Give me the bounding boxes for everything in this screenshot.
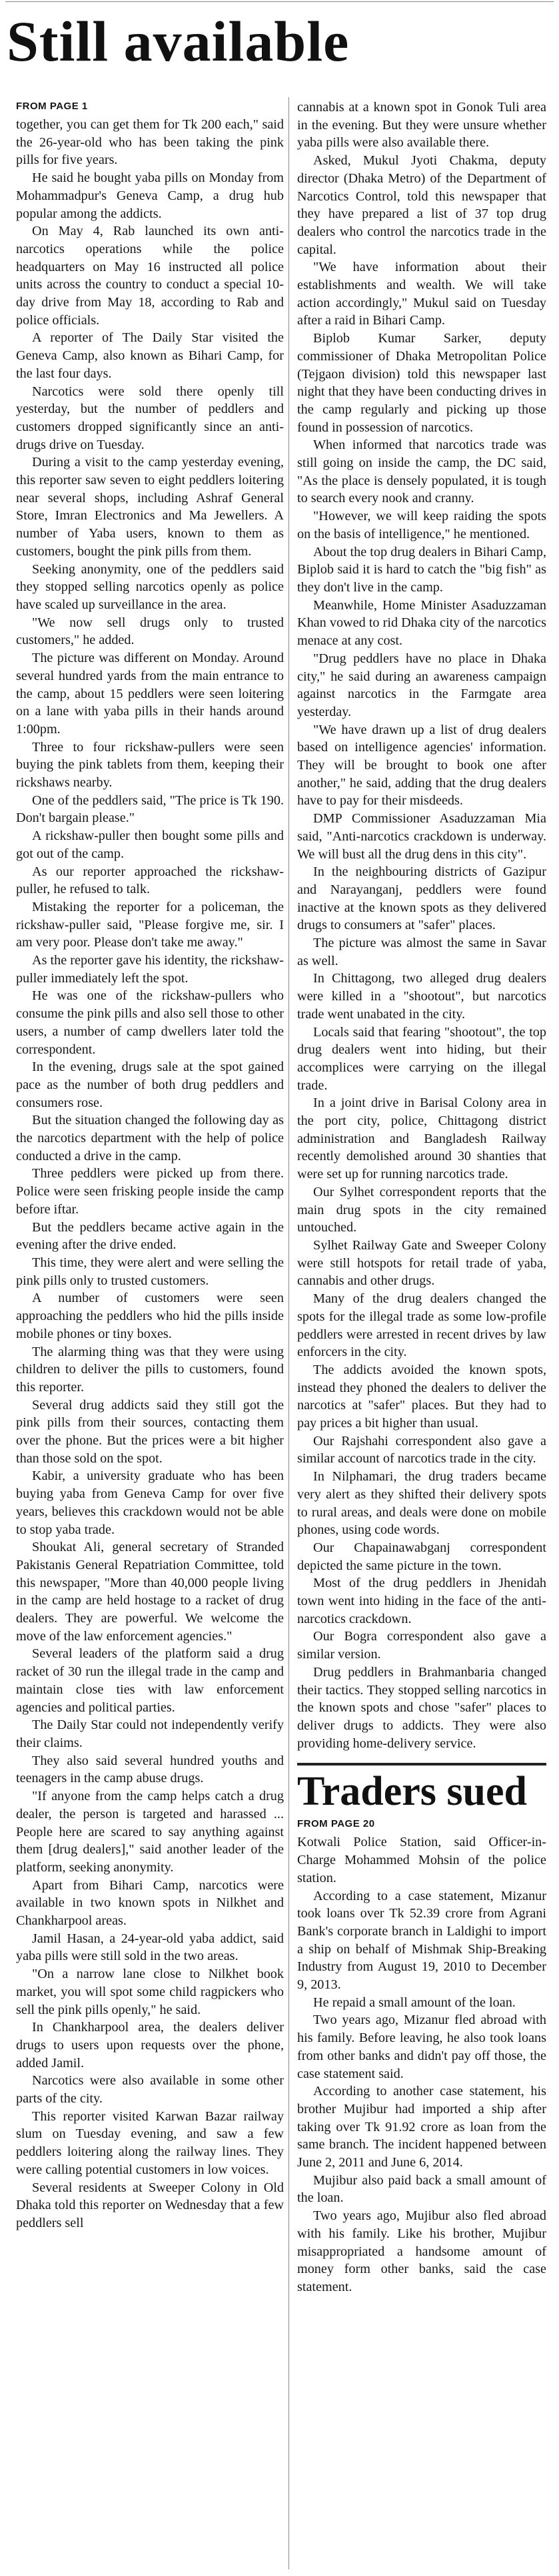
paragraph: He repaid a small amount of the loan. bbox=[313, 1995, 516, 2010]
paragraph: DMP Commissioner Asaduzzaman Mia said, "Anti-narcotics crackdown is underway. We will bust all the drug dens in this city". bbox=[297, 811, 546, 862]
paragraph: As the reporter gave his identity, the rickshaw-puller immediately left the spot. bbox=[16, 953, 284, 986]
paragraph: "We have drawn up a list of drug dealers based on intelligence agencies' information. They will be brought to book one after another," he said, adding that the drug dealers have to pay for their misdeeds. bbox=[297, 722, 546, 808]
paragraph: He was one of the rickshaw-pullers who consume the pink pills and also sell those to other users, a number of camp dwellers later told the correspondent. bbox=[16, 988, 284, 1057]
dateline: FROM PAGE 1 bbox=[16, 101, 88, 112]
paragraph: cannabis at a known spot in Gonok Tuli area in the evening. But they were unsure whether yaba pills were also available there. bbox=[297, 100, 546, 151]
paragraph: Our Rajshahi correspondent also gave a similar account of narcotics trade in the city. bbox=[297, 1433, 546, 1466]
paragraph: According to another case statement, his brother Mujibur had imported a ship after taking over Tk 91.92 crore as loan from the same branch. The incident happened between June 2, 2011 and June 6, 2014. bbox=[297, 2084, 546, 2170]
paragraph: A number of customers were seen approaching the peddlers who hid the pills inside mobile phones or tiny boxes. bbox=[16, 1291, 284, 1341]
paragraph: Several drug addicts said they still got the pink pills from their sources, contacting them over the phone. But the prices were a bit higher than those sold on the spot. bbox=[16, 1397, 284, 1466]
paragraph: Apart from Bihari Camp, narcotics were available in two known spots in Nilkhet and Chankharpool areas. bbox=[16, 1877, 284, 1929]
paragraph: Two years ago, Mizanur fled abroad with his family. Before leaving, he also took loans from other banks and didn't pay off those, the case statement said. bbox=[297, 2013, 546, 2081]
paragraph: Narcotics were also available in some other parts of the city. bbox=[16, 2073, 284, 2106]
paragraph: In Chankharpool area, the dealers deliver drugs to users upon requests over the phone, added Jamil. bbox=[16, 2020, 284, 2071]
top-rule bbox=[5, 1, 554, 4]
paragraph: In a joint drive in Barisal Colony area in the port city, police, Chittagong district administration and Bangladesh Railway recently demolished around 30 shanties that were set up for running narcotics trade. bbox=[297, 1096, 546, 1182]
paragraph: This reporter visited Karwan Bazar railway slum on Tuesday evening, and saw a few peddlers loitering along the railway lines. They were calling potential customers in low voices. bbox=[16, 2108, 284, 2177]
paragraph: Three to four rickshaw-pullers were seen buying the pink tablets from them, keeping their rickshaws nearby. bbox=[16, 739, 284, 791]
paragraph: Narcotics were sold there openly till yesterday, but the number of peddlers and customers dropped significantly since an anti-drugs drive on Tuesday. bbox=[16, 384, 284, 452]
paragraph: Several residents at Sweeper Colony in Old Dhaka told this reporter on Wednesday that a few peddlers sell bbox=[16, 2180, 284, 2230]
paragraph: During a visit to the camp yesterday evening, this reporter saw seven to eight peddlers loitering near several shops, including Ashraf General Store, Imran Electronics and Ma Jewellers. A number of Yaba users, known to them as customers, bought the pink pills from them. bbox=[16, 455, 284, 559]
paragraph: Mistaking the reporter for a policeman, the rickshaw-puller said, "Please forgive me, sir. I am very poor. Please don't take me away." bbox=[16, 899, 284, 950]
paragraph: In Nilphamari, the drug traders became very alert as they shifted their delivery spots to rural areas, and deals were done on mobile phones, using code words. bbox=[297, 1469, 546, 1538]
paragraph: Locals said that fearing "shootout", the top drug dealers went into hiding, but their accomplices were carrying on the illegal trade. bbox=[297, 1024, 546, 1093]
paragraph: The addicts avoided the known spots, instead they phoned the dealers to deliver the narcotics at "safer" places. But they had to pay prices a bit higher than usual. bbox=[297, 1362, 546, 1431]
paragraph: Our Sylhet correspondent reports that the main drug spots in the city remained untouched. bbox=[297, 1184, 546, 1235]
paragraph: together, you can get them for Tk 200 each," said the 26-year-old who has been taking the pink pills for five years. bbox=[16, 117, 284, 168]
paragraph: Asked, Mukul Jyoti Chakma, deputy director (Dhaka Metro) of the Department of Narcotics Control, told this newspaper that they have prepared a list of 37 top drug dealers who control the narcotics trade in the capital. bbox=[297, 153, 546, 257]
sidebar-dateline: FROM PAGE 20 bbox=[297, 1818, 375, 1830]
paragraph: Several leaders of the platform said a drug racket of 30 run the illegal trade in the camp and maintain close ties with law enforcement agencies and political parties. bbox=[16, 1646, 284, 1715]
right-column bbox=[297, 99, 546, 2296]
left-column bbox=[16, 99, 284, 2232]
paragraph: One of the peddlers said, "The price is Tk 190. Don't bargain please." bbox=[16, 793, 284, 826]
paragraph: Jamil Hasan, a 24-year-old yaba addict, said yaba pills were still sold in the two areas. bbox=[16, 1931, 284, 1964]
paragraph: "We have information about their establishments and wealth. We will take action accordingly," Mukul said on Tuesday after a raid in Bihari Camp. bbox=[297, 260, 546, 328]
paragraph: This time, they were alert and were selling the pink pills only to trusted customers. bbox=[16, 1255, 284, 1288]
sidebar-body bbox=[297, 1833, 546, 2296]
paragraph: When informed that narcotics trade was still going on inside the camp, the DC said, "As the place is densely populated, it is tough to search every nook and cranny. bbox=[297, 438, 546, 506]
left-column-body bbox=[16, 116, 284, 2232]
paragraph: The Daily Star could not independently verify their claims. bbox=[16, 1718, 284, 1750]
sidebar-story bbox=[297, 1763, 546, 2296]
paragraph: The picture was almost the same in Savar as well. bbox=[297, 936, 546, 968]
paragraph: Many of the drug dealers changed the spots for the illegal trade as some low-profile peddlers were arrested in recent drives by law enforcers in the city. bbox=[297, 1291, 546, 1360]
paragraph: Kotwali Police Station, said Officer-in-Charge Mohammed Mohsin of the police station. bbox=[297, 1835, 546, 1885]
paragraph: As our reporter approached the rickshaw-puller, he refused to talk. bbox=[16, 864, 284, 897]
paragraph: In Chittagong, two alleged drug dealers were killed in a "shootout", but narcotics trade went unabated in the city. bbox=[297, 971, 546, 1022]
paragraph: They also said several hundred youths and teenagers in the camp abuse drugs. bbox=[16, 1753, 284, 1786]
paragraph: Seeking anonymity, one of the peddlers said they stopped selling narcotics openly as police have scaled up surveillance in the area. bbox=[16, 561, 284, 612]
paragraph: In the evening, drugs sale at the spot gained pace as the number of both drug peddlers and consumers rose. bbox=[16, 1060, 284, 1110]
paragraph: "We now sell drugs only to trusted customers," he added. bbox=[16, 615, 284, 648]
sidebar-headline: Traders sued bbox=[297, 1763, 546, 1813]
paragraph: "Drug peddlers have no place in Dhaka city," he said during an awareness campaign against narcotics in the Farmgate area yesterday. bbox=[297, 651, 546, 719]
paragraph: He said he bought yaba pills on Monday from Mohammadpur's Geneva Camp, a drug hub popular among the addicts. bbox=[16, 170, 284, 221]
headline: Still available bbox=[7, 9, 350, 73]
paragraph: Mujibur also paid back a small amount of the loan. bbox=[297, 2172, 546, 2206]
paragraph: Meanwhile, Home Minister Asaduzzaman Khan vowed to rid Dhaka city of the narcotics menace at any cost. bbox=[297, 597, 546, 649]
paragraph: On May 4, Rab launched its own anti-narcotics operations while the police headquarters on May 16 instructed all police units across the country to conduct a special 10-day drive from May 18, according to Rab and police officials. bbox=[16, 224, 284, 328]
paragraph: About the top drug dealers in Bihari Camp, Biplob said it is hard to catch the "big fish" as they don't live in the camp. bbox=[297, 544, 546, 595]
paragraph: In the neighbouring districts of Gazipur and Narayanganj, peddlers were found inactive at the known spots as they delivered drugs to consumers at "safer" places. bbox=[297, 864, 546, 933]
paragraph: A reporter of The Daily Star visited the Geneva Camp, also known as Bihari Camp, for the last four days. bbox=[16, 330, 284, 381]
paragraph: Sylhet Railway Gate and Sweeper Colony were still hotspots for retail trade of yaba, cannabis and other drugs. bbox=[297, 1238, 546, 1289]
paragraph: Most of the drug peddlers in Jhenidah town went into hiding in the face of the anti-narcotics crackdown. bbox=[297, 1576, 546, 1626]
paragraph: Drug peddlers in Brahmanbaria changed their tactics. They stopped selling narcotics in the known spots and chose "safer" places to deliver drugs to addicts. They were also providing home-delivery service. bbox=[297, 1664, 546, 1751]
paragraph: Shoukat Ali, general secretary of Stranded Pakistanis General Repatriation Committee, told this newspaper, "More than 40,000 people living in the camp are held hostage to a racket of drug dealers. They are powerful. We welcome the move of the law enforcement agencies." bbox=[16, 1540, 284, 1644]
column-divider bbox=[288, 97, 289, 2569]
paragraph: Our Chapainawabganj correspondent depicted the same picture in the town. bbox=[297, 1540, 546, 1573]
paragraph: "On a narrow lane close to Nilkhet book market, you will spot some child ragpickers who sell the pink pills openly," he said. bbox=[16, 1967, 284, 2017]
paragraph: Kabir, a university graduate who has been buying yaba from Geneva Camp for over five years, believes this crackdown would not be able to stop yaba trade. bbox=[16, 1468, 284, 1537]
paragraph: Three peddlers were picked up from there. Police were seen frisking people inside the camp before iftar. bbox=[16, 1166, 284, 1217]
paragraph: Two years ago, Mujibur also fled abroad with his family. Like his brother, Mujibur misappropriated a handsome amount of money form other banks, said the case statement. bbox=[297, 2208, 546, 2294]
paragraph: A rickshaw-puller then bought some pills and got out of the camp. bbox=[16, 828, 284, 861]
paragraph: Biplob Kumar Sarker, deputy commissioner of Dhaka Metropolitan Police (Tejgaon division) told this newspaper last night that they have been conducting drives in the camp regularly and picking up those found in possession of narcotics. bbox=[297, 331, 546, 435]
paragraph: According to a case statement, Mizanur took loans over Tk 52.39 crore from Agrani Bank's corporate branch in Laldighi to import a ship on behalf of Mishmak Ship-Breaking Industry from August 19, 2010 to December 9, 2013. bbox=[297, 1888, 546, 1993]
paragraph: "However, we will keep raiding the spots on the basis of intelligence," he mentioned. bbox=[297, 509, 546, 541]
paragraph: But the situation changed the following day as the narcotics department with the help of police conducted a drive in the camp. bbox=[16, 1113, 284, 1163]
paragraph: Our Bogra correspondent also gave a similar version. bbox=[297, 1629, 546, 1662]
right-column-body bbox=[297, 99, 546, 1752]
paragraph: The alarming thing was that they were using children to deliver the pills to customers, found this reporter. bbox=[16, 1344, 284, 1395]
paragraph: But the peddlers became active again in the evening after the drive ended. bbox=[16, 1219, 284, 1253]
paragraph: "If anyone from the camp helps catch a drug dealer, the person is targeted and harassed ... People here are scared to say anything against them [drug dealers]," said another leader of the platform, seeking anonymity. bbox=[16, 1789, 284, 1875]
paragraph: The picture was different on Monday. Around several hundred yards from the main entrance to the camp, about 15 peddlers were seen loitering on a lane with yaba pills in their hands around 1:00pm. bbox=[16, 651, 284, 737]
